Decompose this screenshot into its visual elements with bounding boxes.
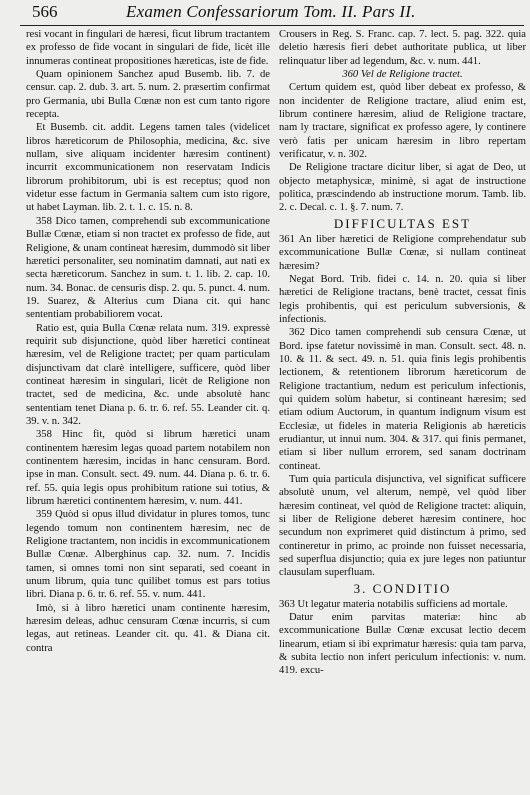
paragraph: resi vocant in fingulari de hæresi, ficut librum tractantem ex professo de fide vocant in singulari de fide, licèt ille innumeras contineat propositiones hæreticas, iste de fide.: [26, 29, 270, 67]
conditio-text: 363 Ut legatur materia notabilis sufficiens ad mortale.: [279, 598, 508, 610]
paragraph: Certum quidem est, quòd liber debeat ex professo, & non incidenter de Religione tractare, aliud enim est, librum continere hæresim, aliud de Religione tractare, nam ly tractare, significat ex professo agere, ly continere verò fatis per unicam hæresim in libro repertam verificatur, v. n. 302.: [279, 82, 526, 161]
paragraph: Quam opinionem Sanchez apud Busemb. lib. 7. de censur. cap. 2. dub. 3. art. 5. num. 2. præsertim confirmat pro Germania, ubi Bulla Cœnæ non est cum tanto rigore recepta.: [26, 69, 270, 121]
paragraph: Ratio est, quia Bulla Cœnæ relata num. 319. expressè requirit sub disjunctione, quòd liber hæretici contineat hæresim, vel de Religione tractet; per quam particulam disjunctivam dat clarè intelligere, sufficere, quòd liber contineat hæresim in singulari, licèt de Religione non tractet, sed de medicina, &c. unde absolutè hanc sententiam tenet Diana p. 6. tr. 6. ref. 55. Leander cit. q. 39. v. n. 342.: [26, 322, 270, 427]
page-number: 566: [32, 2, 58, 21]
paragraph: 362 Dico tamen comprehendi sub censura Cœnæ, ut Bord. ipse fatetur novissimè in man. Consult. sect. 48. n. 10. & 11. & sect. 49. n. 51. quia finis legis prohibentis lectionem, & retentionem librorum hæreticorum de Religione tractantium, nedum est periculum infectionis, qui quidem solùm habetur, si contineant hæresim; sed etiam odium Auctorum, in quantum indignum visum est Ecclesiæ, ut fideles in materia Religionis ab hæreticis erudiantur, ut innui num. 304. & 317. qui finis permanet, etiam si liber nullum errorem, sed sanam doctrinam contineat.: [279, 327, 526, 472]
page-header: [22, 2, 522, 22]
paragraph: 358 Dico tamen, comprehendi sub excommunicatione Bullæ Cœnæ, etiam si non tractet ex professo de fide, aut Religione, & unam contineat hæresim, dummodò sit liber hæretici personaliter, seu nominatim damnati, aut nati ex secta hæreticorum. Sanchez in sum. t. 1. lib. 2. cap. 10. num. 34. Bonac. de censuris disp. 2. qu. 5. punct. 4. num. 19. Suarez, & Alterius cum Diana cit. qui hanc sententiam probabiliorem vocat.: [26, 215, 270, 321]
paragraph: 358 Hinc fit, quòd si librum hæretici unam continentem hæresim legas quoad partem notabilem non continentem hæresim, incidas in hanc censuram. Bord. ipse in man. Consult. sect. 49. num. 44. Diana p. 6. tr. 6. ref. 55. quia legis opus prohibitum ratione sui totius, & librum hæretici continentem hæresim, v. num. 441.: [26, 429, 270, 508]
running-title: Examen Confessariorum Tom. II. Pars II.: [126, 2, 416, 21]
conditio-heading: 3. CONDITIO: [353, 580, 452, 596]
difficultas-question: 361 An liber hæretici de Religione comprehendatur sub excommunicatione Bullæ Cœnæ, si nullam contineat hæresim?: [279, 233, 526, 272]
paragraph: Imò, si à libro hæretici unam continente hæresim, hæresim deleas, adhuc censuram Cœnæ incurris, si cum legas, aut retineas. Leander cit. qu. 41. & Diana cit. contra: [26, 602, 270, 654]
paragraph: De Religione tractare dicitur liber, si agat de Deo, ut objecto metaphysicæ, minimè, si agat de instructione politica, præscindendo ab instructione morum. Tamb. lib. 2. c. Decal. c. 1. §. 7. num. 7.: [279, 162, 526, 214]
paragraph: Crousers in Reg. S. Franc. cap. 7. lect. 5. pag. 322. quia deletio hæresis fieri debet authoritate publica, ut liber relinquatur liber ad legendum, &c. v. num. 441.: [279, 29, 526, 67]
paragraph: Et Busemb. cit. addit. Legens tamen tales (videlicet libros hæreticorum de Philosophia, medicina, &c. sive nullam, sive aliquam incidenter hæresim continent) incurrit excommunicationem non reservatam Indicis librorum prohibitorum, ubi is est receptus; quod non videtur esse factum in Germania saltem cum isto rigore, ut habet Layman. lib. 2. t. 1. c. 15. n. 8.: [26, 122, 270, 214]
header-rule: [20, 25, 524, 26]
paragraph: 359 Quòd si opus illud dividatur in plures tomos, tunc legendo tomum non continentem hæresim, nec de Religione tractantem, non incidis in excommunicationem Bullæ Cœnæ. Alberghinus cap. 32. num. 7. Incidis tamen, si omnes tomi non sint separati, sed coeant in unum librum, quia tunc quilibet tomus est pars totius libri. Diana p. 6. tr. 6. ref. 55. v. num. 441.: [26, 509, 270, 601]
paragraph: Negat Bord. Trib. fidei c. 14. n. 20. quia si liber hæretici de Religione tractans, benè tractet, cessat finis legis prohibentis, qui est periculum subversionis, & infectionis.: [279, 273, 526, 325]
left-column: [26, 28, 270, 793]
paragraph: Tum quia particula disjunctiva, vel significat sufficere absolutè unum, vel alterum, nempè, vel quòd liber hæresim contineat, vel quòd de Religione tractet: aliquin, si liber de Religione deberet hæresim continere, hoc secundum non exprimeret quid distinctum à primo, sed contineretur in primo, ac proinde non fuisset necessaria, sed superflua disjunctio; quia ex jure leges non patiuntur clausulam superfluam.: [279, 474, 526, 579]
difficultas-heading: DIFFICULTAS EST: [333, 215, 472, 231]
section-360-title: 360 Vel de Religione tractet.: [342, 69, 463, 81]
paragraph: Datur enim parvitas materiæ: hinc ab excommunicatione Bullæ Cœnæ excusat lectio decem linearum, etiam si ibi exprimatur hæresis: quia tam parva, & subita lectio non infert periculum infectionis: v. num. 419. excu-: [279, 612, 526, 677]
right-column: [279, 28, 526, 793]
